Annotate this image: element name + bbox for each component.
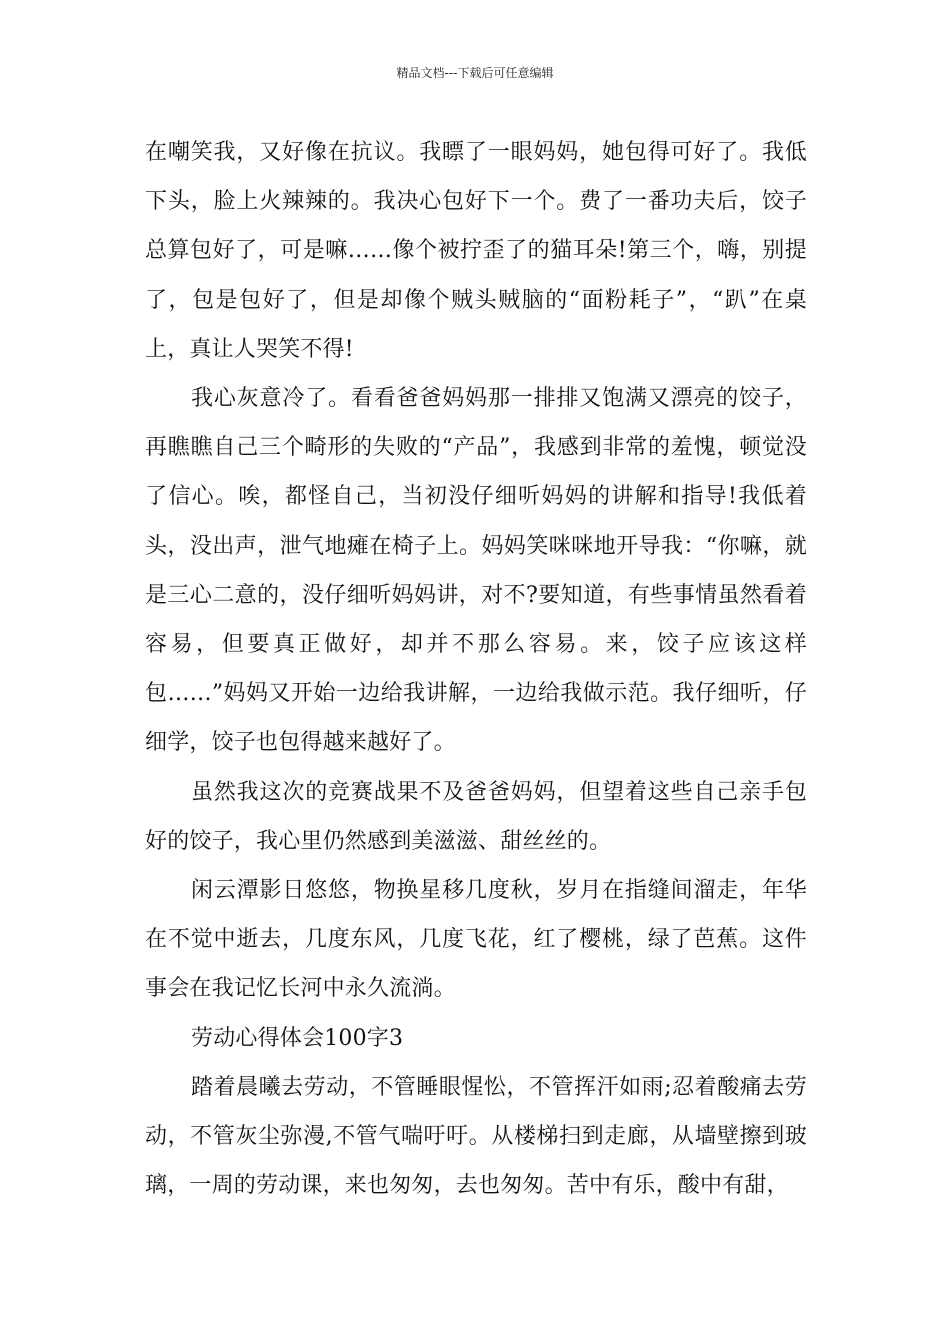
paragraph: 虽然我这次的竞赛战果不及爸爸妈妈，但望着这些自己亲手包好的饺子，我心里仍然感到美滋滋、甜丝丝的。 — [145, 779, 807, 854]
paragraph: 我心灰意冷了。看看爸爸妈妈那一排排又饱满又漂亮的饺子，再瞧瞧自己三个畸形的失败的“产品”，我感到非常的羞愧，顿觉没了信心。唉，都怪自己，当初没仔细听妈妈的讲解和指导!我低着头，没出声，泄气地瘫在椅子上。妈妈笑咪咪地开导我：“你嘛，就是三心二意的，没仔细听妈妈讲，对不?要知道，有些事情虽然看着容易，但要真正做好，却并不那么容易。来，饺子应该这样包……”妈妈又开始一边给我讲解，一边给我做示范。我仔细听，仔细学，饺子也包得越来越好了。 — [145, 386, 807, 756]
paragraph: 在嘲笑我，又好像在抗议。我瞟了一眼妈妈，她包得可好了。我低下头，脸上火辣辣的。我决心包好下一个。费了一番功夫后，饺子总算包好了，可是嘛……像个被拧歪了的猫耳朵!第三个，嗨，别提了，包是包好了，但是却像个贼头贼脑的“面粉耗子”，“趴”在桌上，真让人哭笑不得! — [145, 140, 807, 362]
section-heading: 劳动心得体会100字3 — [191, 1025, 404, 1051]
paragraph: 闲云潭影日悠悠，物换星移几度秋，岁月在指缝间溜走，年华在不觉中逝去，几度东风，几度飞花，红了樱桃，绿了芭蕉。这件事会在我记忆长河中永久流淌。 — [145, 878, 807, 1002]
page-header: 精品文档---下载后可任意编辑 — [396, 66, 554, 80]
document-body — [145, 128, 807, 1210]
paragraph: 踏着晨曦去劳动，不管睡眼惺忪，不管挥汗如雨;忍着酸痛去劳动，不管灰尘弥漫,不管气喘吁吁。从楼梯扫到走廊，从墙壁擦到玻璃，一周的劳动课，来也匆匆，去也匆匆。苦中有乐，酸中有甜， — [145, 1074, 807, 1199]
